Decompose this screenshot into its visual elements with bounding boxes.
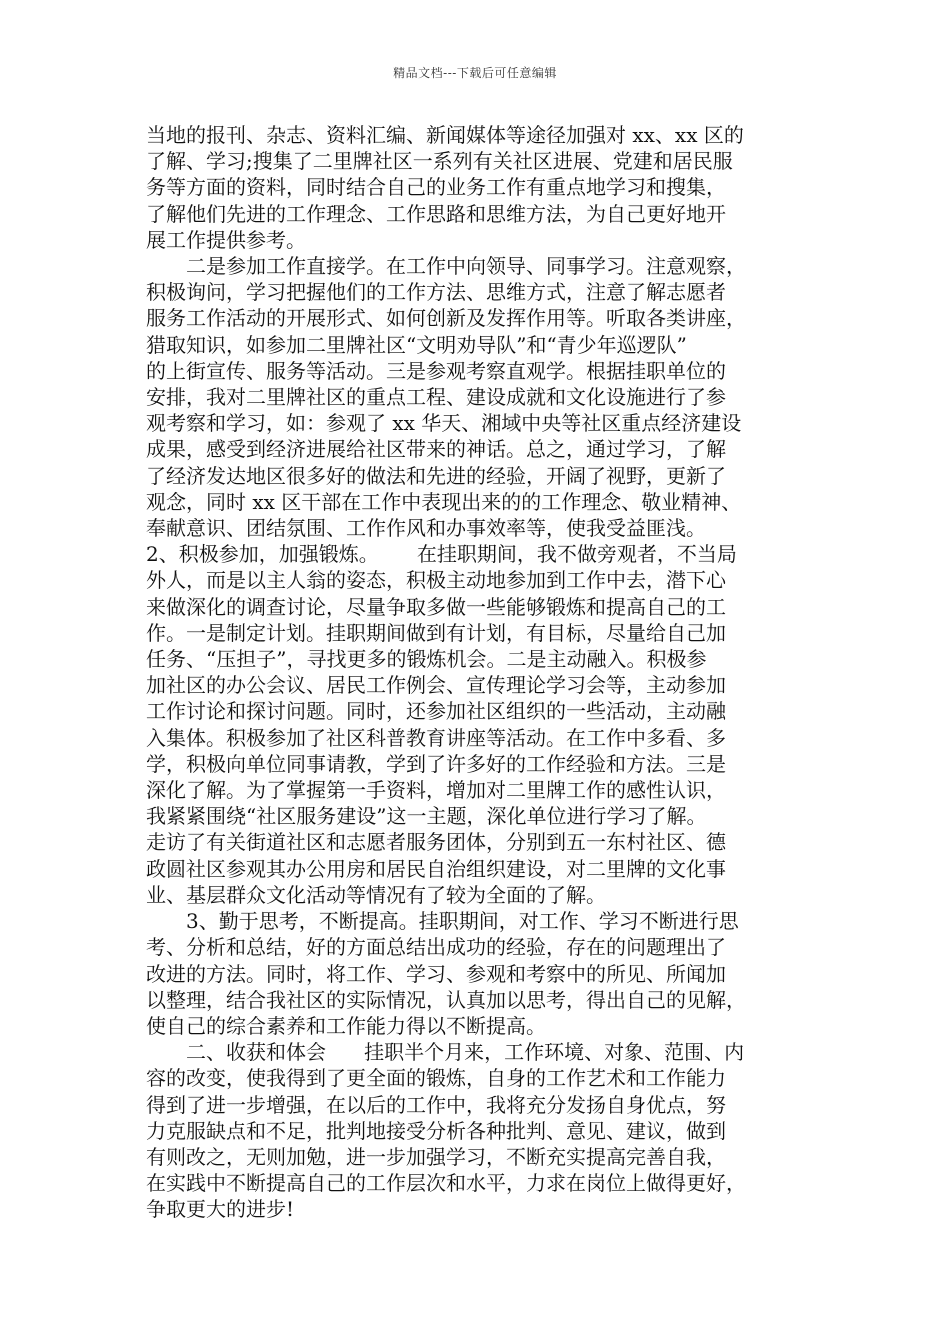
text-line: 的上街宣传、服务等活动。三是参观考察直观学。根据挂职单位的 xyxy=(146,358,726,383)
text-line: 观考察和学习，如：参观了 xx 华天、湘域中央等社区重点经济建设 xyxy=(146,411,742,436)
text-line: 在实践中不断提高自己的工作层次和水平，力求在岗位上做得更好， xyxy=(146,1171,746,1196)
text-line: 力克服缺点和不足，批判地接受分析各种批判、意见、建议，做到 xyxy=(146,1118,726,1143)
text-line: 加社区的办公会议、居民工作例会、宣传理论学习会等，主动参加 xyxy=(146,673,726,698)
text-line: 有则改之，无则加勉，进一步加强学习，不断充实提高完善自我， xyxy=(146,1144,726,1169)
text-line: 猎取知识，如参加二里牌社区“文明劝导队”和“青少年巡逻队” xyxy=(146,332,687,357)
text-line: 务等方面的资料，同时结合自己的业务工作有重点地学习和搜集， xyxy=(146,175,726,200)
text-line: 成果，感受到经济进展给社区带来的神话。总之，通过学习，了解 xyxy=(146,437,726,462)
text-line: 当地的报刊、杂志、资料汇编、新闻媒体等途径加强对 xx、xx 区的 xyxy=(146,123,744,147)
text-line: 积极询问，学习把握他们的工作方法、思维方式，注意了解志愿者 xyxy=(146,280,726,305)
text-line: 任务、“压担子”，寻找更多的锻炼机会。二是主动融入。积极参 xyxy=(146,647,707,672)
text-line: 我紧紧围绕“社区服务建设”这一主题，深化单位进行学习了解。 xyxy=(146,804,707,829)
text-line: 观念，同时 xx 区干部在工作中表现出来的的工作理念、敬业精神、 xyxy=(146,489,742,514)
text-line: 了经济发达地区很多好的做法和先进的经验，开阔了视野，更新了 xyxy=(146,463,726,488)
text-line: 入集体。积极参加了社区科普教育讲座等活动。在工作中多看、多 xyxy=(146,725,726,750)
text-line: 改进的方法。同时，将工作、学习、参观和考察中的所见、所闻加 xyxy=(146,961,726,986)
text-line: 了解他们先进的工作理念、工作思路和思维方法，为自己更好地开 xyxy=(146,201,726,226)
text-line: 业、基层群众文化活动等情况有了较为全面的了解。 xyxy=(146,882,606,907)
text-line: 得到了进一步增强，在以后的工作中，我将充分发扬自身优点，努 xyxy=(146,1092,726,1117)
text-line: 作。一是制定计划。挂职期间做到有计划，有目标，尽量给自己加 xyxy=(146,620,726,645)
document-body xyxy=(146,122,808,1223)
text-line: 奉献意识、团结氛围、工作作风和办事效率等，使我受益匪浅。 xyxy=(146,516,706,541)
text-line: 以整理，结合我社区的实际情况，认真加以思考，得出自己的见解， xyxy=(146,987,746,1012)
text-line: 了解、学习;搜集了二里牌社区一系列有关社区进展、党建和居民服 xyxy=(146,149,733,174)
paragraph-start-line: 3、勤于思考，不断提高。挂职期间，对工作、学习不断进行思 xyxy=(186,909,739,934)
section-heading-line: 2、积极参加，加强锻炼。 在挂职期间，我不做旁观者，不当局 xyxy=(146,542,737,567)
text-line: 来做深化的调查讨论，尽量争取多做一些能够锻炼和提高自己的工 xyxy=(146,594,726,619)
text-line: 政圆社区参观其办公用房和居民自治组织建设，对二里牌的文化事 xyxy=(146,856,726,881)
paragraph-start-line: 二是参加工作直接学。在工作中向领导、同事学习。注意观察， xyxy=(186,254,746,279)
paragraph-start-line: 二、收获和体会 挂职半个月来，工作环境、对象、范围、内 xyxy=(186,1040,745,1065)
text-line: 容的改变，使我得到了更全面的锻炼，自身的工作艺术和工作能力 xyxy=(146,1066,726,1091)
text-line: 使自己的综合素养和工作能力得以不断提高。 xyxy=(146,1013,546,1038)
text-line: 安排，我对二里牌社区的重点工程、建设成就和文化设施进行了参 xyxy=(146,385,726,410)
text-line: 争取更大的进步! xyxy=(146,1197,295,1222)
text-line: 学，积极向单位同事请教，学到了许多好的工作经验和方法。三是 xyxy=(146,751,726,776)
text-line: 服务工作活动的开展形式、如何创新及发挥作用等。听取各类讲座， xyxy=(146,306,746,331)
page-header: 精品文档---下载后可任意编辑 xyxy=(393,66,557,80)
text-line: 展工作提供参考。 xyxy=(146,227,306,252)
text-line: 外人，而是以主人翁的姿态，积极主动地参加到工作中去，潜下心 xyxy=(146,568,726,593)
text-line: 考、分析和总结，好的方面总结出成功的经验，存在的问题理出了 xyxy=(146,935,726,960)
text-line: 工作讨论和探讨问题。同时，还参加社区组织的一些活动，主动融 xyxy=(146,699,726,724)
text-line: 深化了解。为了掌握第一手资料，增加对二里牌工作的感性认识， xyxy=(146,778,726,803)
text-line: 走访了有关街道社区和志愿者服务团体，分别到五一东村社区、德 xyxy=(146,830,726,855)
